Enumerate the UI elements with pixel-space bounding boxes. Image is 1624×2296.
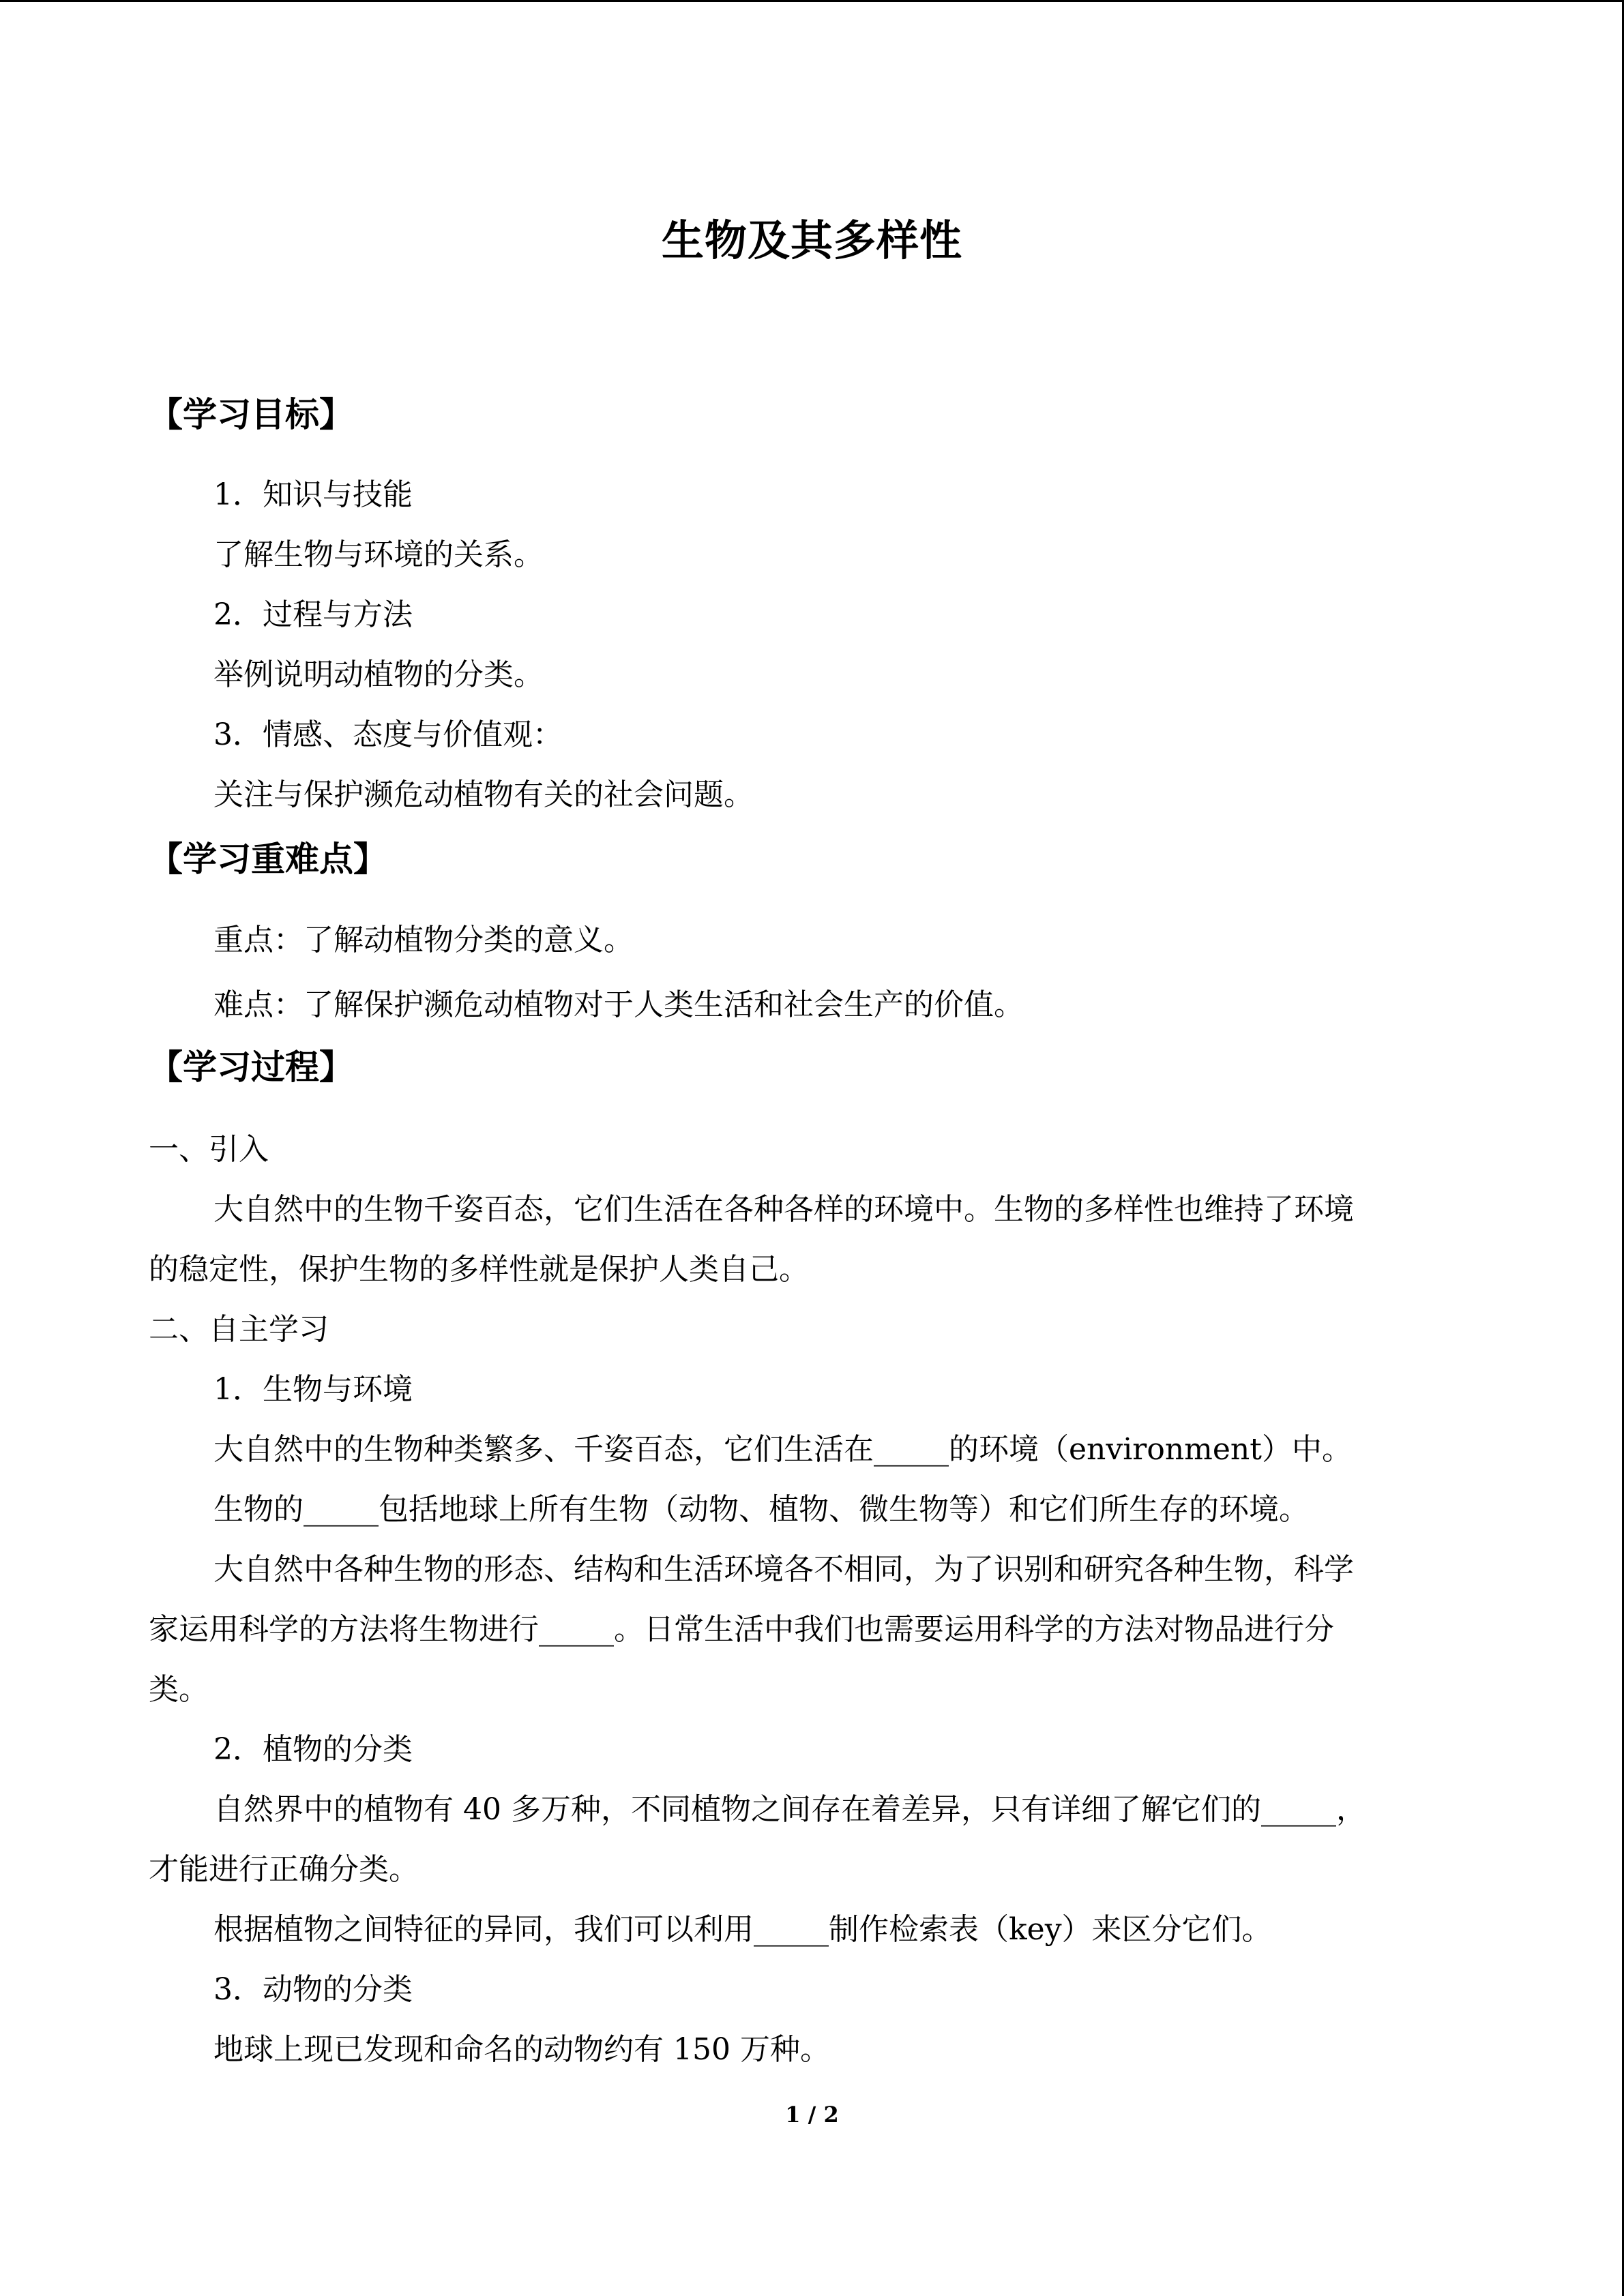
process-line: 类。 — [149, 1672, 209, 1707]
objective-line: 关注与保护濒危动植物有关的社会问题。 — [213, 777, 754, 812]
process-line: 2．植物的分类 — [213, 1732, 413, 1767]
process-line: 才能进行正确分类。 — [149, 1852, 419, 1887]
process-line: 一、引入 — [149, 1132, 269, 1167]
page-number: 1 / 2 — [785, 2102, 839, 2128]
document-title: 生物及其多样性 — [661, 215, 962, 265]
objective-line: 2．过程与方法 — [213, 597, 413, 632]
objective-line: 3．情感、态度与价值观： — [213, 717, 563, 752]
process-line: 自然界中的植物有 40 多万种，不同植物之间存在着差异，只有详细了解它们的_____， — [213, 1792, 1366, 1827]
process-line: 大自然中各种生物的形态、结构和生活环境各不相同，为了识别和研究各种生物，科学 — [213, 1552, 1354, 1587]
key-point-line: 重点：了解动植物分类的意义。 — [213, 923, 634, 957]
section-heading-objectives: 【学习目标】 — [149, 394, 353, 434]
key-point-line: 难点：了解保护濒危动植物对于人类生活和社会生产的价值。 — [213, 987, 1024, 1022]
process-line: 家运用科学的方法将生物进行_____。日常生活中我们也需要运用科学的方法对物品进行分 — [149, 1612, 1334, 1647]
section-heading-process: 【学习过程】 — [149, 1047, 353, 1087]
process-line: 地球上现已发现和命名的动物约有 150 万种。 — [213, 2032, 830, 2067]
objective-line: 1．知识与技能 — [213, 477, 413, 512]
process-line: 大自然中的生物千姿百态，它们生活在各种各样的环境中。生物的多样性也维持了环境 — [213, 1192, 1354, 1227]
process-line: 3．动物的分类 — [213, 1972, 413, 2007]
process-line: 生物的_____包括地球上所有生物（动物、植物、微生物等）和它们所生存的环境。 — [213, 1492, 1309, 1527]
process-line: 根据植物之间特征的异同，我们可以利用_____制作检索表（key）来区分它们。 — [213, 1912, 1272, 1947]
section-heading-key-points: 【学习重难点】 — [149, 839, 387, 879]
objective-line: 举例说明动植物的分类。 — [213, 657, 544, 692]
process-line: 二、自主学习 — [149, 1312, 329, 1347]
objective-line: 了解生物与环境的关系。 — [213, 537, 544, 572]
process-line: 大自然中的生物种类繁多、千姿百态，它们生活在_____的环境（environment）中。 — [213, 1432, 1352, 1467]
process-line: 1．生物与环境 — [213, 1372, 413, 1407]
process-line: 的稳定性，保护生物的多样性就是保护人类自己。 — [149, 1252, 809, 1287]
